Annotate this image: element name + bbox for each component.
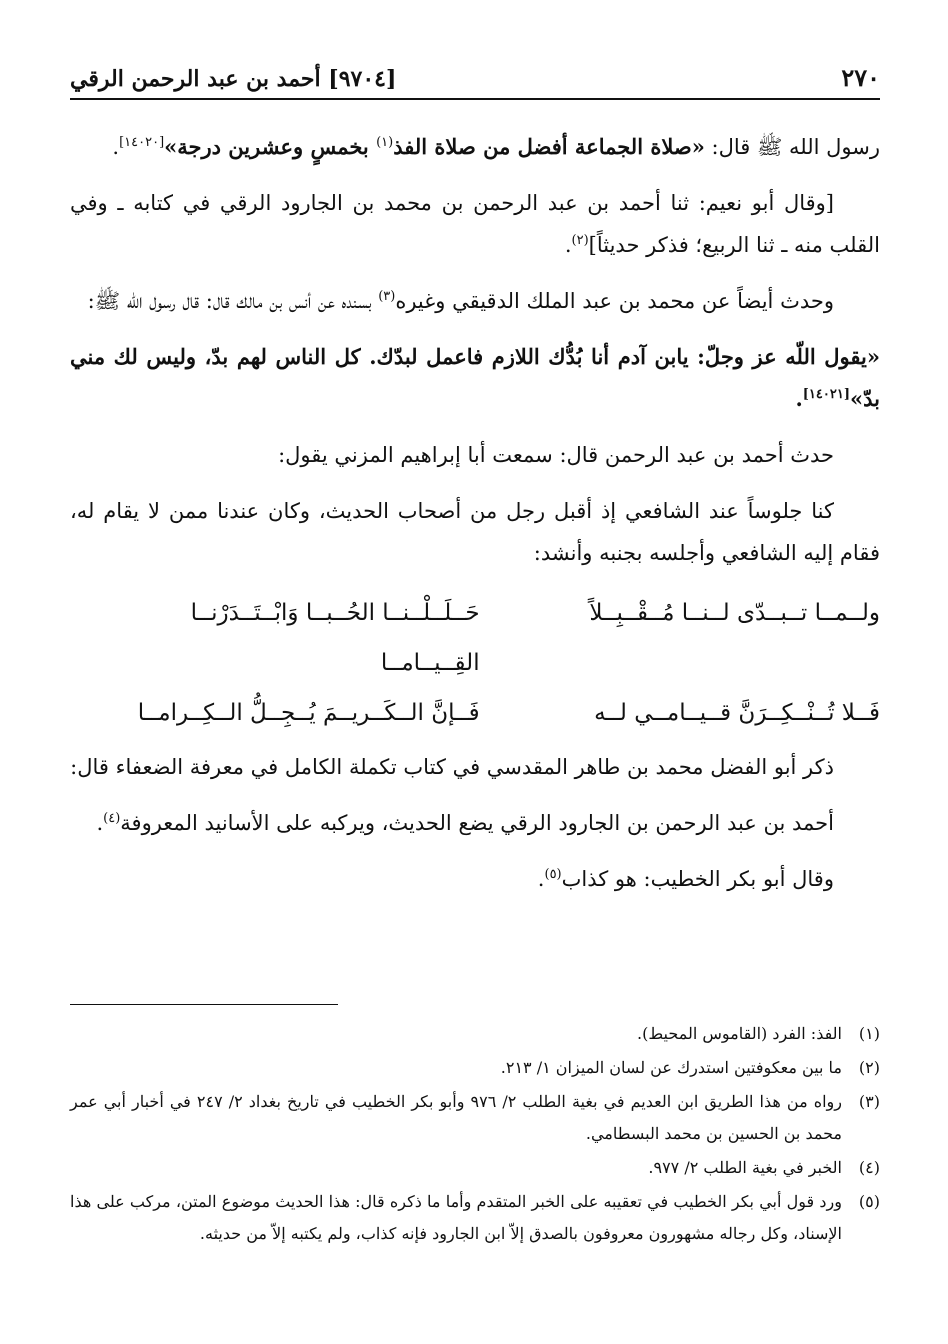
footnote-3 xyxy=(70,1086,880,1150)
p1-period: . xyxy=(112,135,120,159)
footnote-separator xyxy=(70,1004,338,1005)
hadith-quote-1: «صلاة الجماعة أفضل من صلاة الفذ xyxy=(393,134,705,159)
p2-text: [وقال أبو نعيم: ثنا أحمد بن عبد الرحمن بن محمد بن الجارود الرقي في كتابه ـ وفي القلب منه ـ ثنا الربيع؛ فذكر حديثاً] xyxy=(70,191,880,257)
paragraph-9 xyxy=(70,858,880,900)
p4-period: . xyxy=(795,386,803,411)
footnote-ref-4: (٤) xyxy=(103,811,121,826)
p8-text: أحمد بن عبد الرحمن بن الجارود الرقي يضع الحديث، ويركبه على الأسانيد المعروفة xyxy=(120,811,834,835)
footnotes xyxy=(70,1018,880,1252)
footnote-1 xyxy=(70,1018,880,1050)
verse-line-1 xyxy=(70,588,880,688)
paragraph-1 xyxy=(70,126,880,168)
paragraph-2 xyxy=(70,182,880,266)
verse-2-second-hemistich: فَــإنَّ الــكَــريــمَ يُــجِــلُّ الــكِــرامــا xyxy=(137,700,480,726)
footnote-5 xyxy=(70,1186,880,1250)
verse-2-first-hemistich: فَــلا تُــنْــكِــرَنَّ قــيــامــي لــه xyxy=(594,700,880,726)
footnote-mark: (٥) xyxy=(858,1192,880,1211)
p3-text-end: بسنده عن أنس بن مالك قال: قال رسول الله ﷺ: xyxy=(87,289,379,313)
footnote-text: ورد قول أبي بكر الخطيب في تعقيبه على الخبر المتقدم وأما ما ذكره قال: هذا الحديث موضوع المتن، مركب على هذا الإسناد، وكل رجاله مشهورون معروفون بالصدق إلاّ ابن الجارود فإنه كذاب، ولم يكتبه إلاّ من حديثه. xyxy=(70,1192,842,1243)
footnote-ref-2: (٢) xyxy=(571,233,589,248)
page-number: ٢٧٠ xyxy=(841,63,880,92)
footnote-text: الخبر في بغية الطلب ٢/ ٩٧٧. xyxy=(648,1158,842,1177)
footnote-text: رواه من هذا الطريق ابن العديم في بغية الطلب ٢/ ٩٧٦ وأبو بكر الخطيب في تاريخ بغداد ٢/ ٢٤٧ في أخبار أبي عمر محمد بن الحسين بن محمد البسطامي. xyxy=(70,1092,843,1143)
footnote-4 xyxy=(70,1152,880,1184)
p8-period: . xyxy=(96,811,104,835)
p9-period: . xyxy=(537,867,545,891)
hadith-number-14021: [١٤٠٢١] xyxy=(802,387,850,402)
paragraph-3 xyxy=(70,280,880,322)
footnote-mark: (١) xyxy=(858,1024,880,1043)
verse-1-first-hemistich: ولــمــا تــبــدّى لــنــا مُــقْــبِــلاً xyxy=(589,600,880,626)
hadith-quote-2: «يقول اللّه عز وجلّ: يابن آدم أنا بُدُّك اللازم فاعمل لبدّك. كل الناس لهم بدّ، وليس لك مني بدّ» xyxy=(70,344,880,411)
footnote-mark: (٢) xyxy=(858,1058,880,1077)
paragraph-6: كنا جلوساً عند الشافعي إذ أقبل رجل من أصحاب الحديث، وكان عندنا ممن لا يقام له، فقام إليه الشافعي وأجلسه بجنبه وأنشد: xyxy=(70,499,880,565)
running-head: [٩٧٠٤] أحمد بن عبد الرحمن الرقي xyxy=(70,66,397,92)
paragraph-8 xyxy=(70,802,880,844)
verse-1-second-hemistich: حَــلَــلْــنــا الحُــبــا وَابْــتَــدَرْنــا القِــيــامــا xyxy=(190,600,480,676)
footnote-ref-5: (٥) xyxy=(544,867,562,882)
page-header xyxy=(70,56,880,100)
hadith-quote-1-end: بخمسٍ وعشرين درجة» xyxy=(164,134,377,159)
p9-text: وقال أبو بكر الخطيب: هو كذاب xyxy=(561,867,834,891)
main-text xyxy=(70,126,880,914)
paragraph-5: حدث أحمد بن عبد الرحمن قال: سمعت أبا إبراهيم المزني يقول: xyxy=(278,443,834,467)
footnote-ref-3: (٣) xyxy=(378,289,396,304)
paragraph-7: ذكر أبو الفضل محمد بن طاهر المقدسي في كتاب تكملة الكامل في معرفة الضعفاء قال: xyxy=(70,755,834,779)
p3-text: وحدث أيضاً عن محمد بن عبد الملك الدقيقي وغيره xyxy=(395,289,834,313)
footnote-text: الفذ: الفرد (القاموس المحيط). xyxy=(637,1024,842,1043)
footnote-ref-1: (١) xyxy=(376,135,394,150)
book-page xyxy=(70,56,880,1316)
footnote-2 xyxy=(70,1052,880,1084)
footnote-text: ما بين معكوفتين استدرك عن لسان الميزان ١/ ٢١٣. xyxy=(500,1058,842,1077)
footnote-mark: (٣) xyxy=(858,1092,880,1111)
footnote-mark: (٤) xyxy=(858,1158,880,1177)
verse-line-2 xyxy=(70,688,880,738)
paragraph-4 xyxy=(70,336,880,420)
p1-lead: رسول الله ﷺ قال: xyxy=(704,135,880,159)
hadith-number-14020: [١٤٠٢٠] xyxy=(119,135,165,150)
p2-period: . xyxy=(564,233,572,257)
